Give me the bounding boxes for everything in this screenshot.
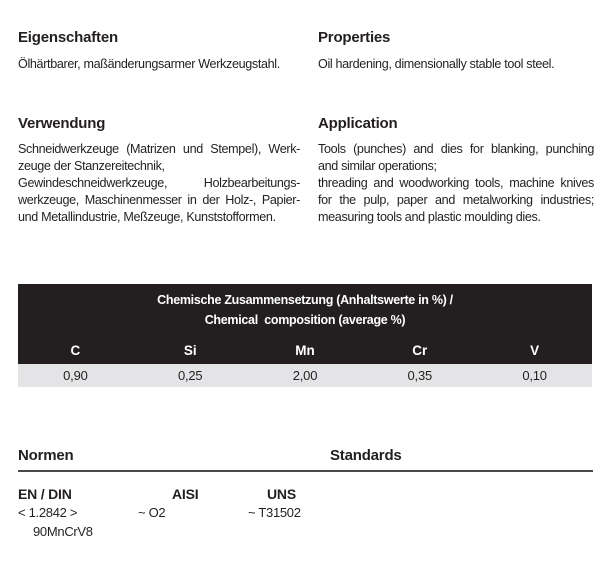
composition-values-row xyxy=(18,364,592,387)
verwendung-body xyxy=(18,141,300,226)
value-cell: 2,00 xyxy=(292,368,318,383)
properties-body: Oil hardening, dimensionally stable tool steel. xyxy=(318,57,555,71)
standard-value-en-din-grade: 90MnCrV8 xyxy=(33,524,93,539)
column-header: Si xyxy=(183,343,197,358)
standard-value-en-din: < 1.2842 > xyxy=(18,505,78,520)
application-body-line: for the pulp, paper and metalworking industries; xyxy=(318,193,594,207)
verwendung-body-line: und Metallindustrie, Meßzeuge, Kunststofformen. xyxy=(18,210,276,224)
value-cell: 0,90 xyxy=(63,368,88,383)
composition-column-headers xyxy=(18,343,592,364)
standards-heading: Standards xyxy=(330,447,402,464)
application-body-line: threading and woodworking tools, machine knives xyxy=(318,176,594,190)
value-cell: 0,10 xyxy=(522,368,547,383)
verwendung-heading: Verwendung xyxy=(18,115,106,132)
application-heading: Application xyxy=(318,115,398,132)
application-body xyxy=(318,141,594,226)
application-body-line: and similar operations; xyxy=(318,159,437,173)
standard-label-aisi: AISI xyxy=(172,486,199,502)
composition-table-header xyxy=(18,284,592,364)
column-header: C xyxy=(70,343,81,358)
value-cell: 0,35 xyxy=(407,368,433,383)
composition-title-de: Chemische Zusammensetzung (Anhaltswerte in %) / xyxy=(157,293,453,307)
standards-divider-rule xyxy=(18,470,593,472)
standard-value-uns: ~ T31502 xyxy=(248,505,301,520)
verwendung-body-line: werkzeuge, Maschinenmesser in der Holz-, Papier- xyxy=(18,193,300,207)
verwendung-body-line: zeuge der Stanzereitechnik, xyxy=(18,159,165,173)
value-cell: 0,25 xyxy=(177,368,203,383)
column-header: Cr xyxy=(412,343,428,358)
application-body-line: measuring tools and plastic moulding dies. xyxy=(318,210,541,224)
application-body-line: Tools (punches) and dies for blanking, punching xyxy=(318,142,594,156)
properties-heading: Properties xyxy=(318,29,391,46)
column-header: Mn xyxy=(295,343,315,358)
verwendung-body-line: Schneidwerkzeuge (Matrizen und Stempel), Werk- xyxy=(18,142,300,156)
composition-title-en: Chemical composition (average %) xyxy=(204,313,406,327)
composition-table xyxy=(18,284,592,387)
standard-value-aisi: ~ O2 xyxy=(138,505,166,520)
eigenschaften-body: Ölhärtbarer, maßänderungsarmer Werkzeugstahl. xyxy=(18,57,280,71)
standard-label-uns: UNS xyxy=(267,486,296,502)
normen-heading: Normen xyxy=(18,447,74,464)
eigenschaften-heading: Eigenschaften xyxy=(18,29,118,46)
verwendung-body-line: Gewindeschneidwerkzeuge, Holzbearbeitungs- xyxy=(18,176,300,190)
column-header: V xyxy=(530,343,540,358)
standard-label-en-din: EN / DIN xyxy=(18,486,72,502)
